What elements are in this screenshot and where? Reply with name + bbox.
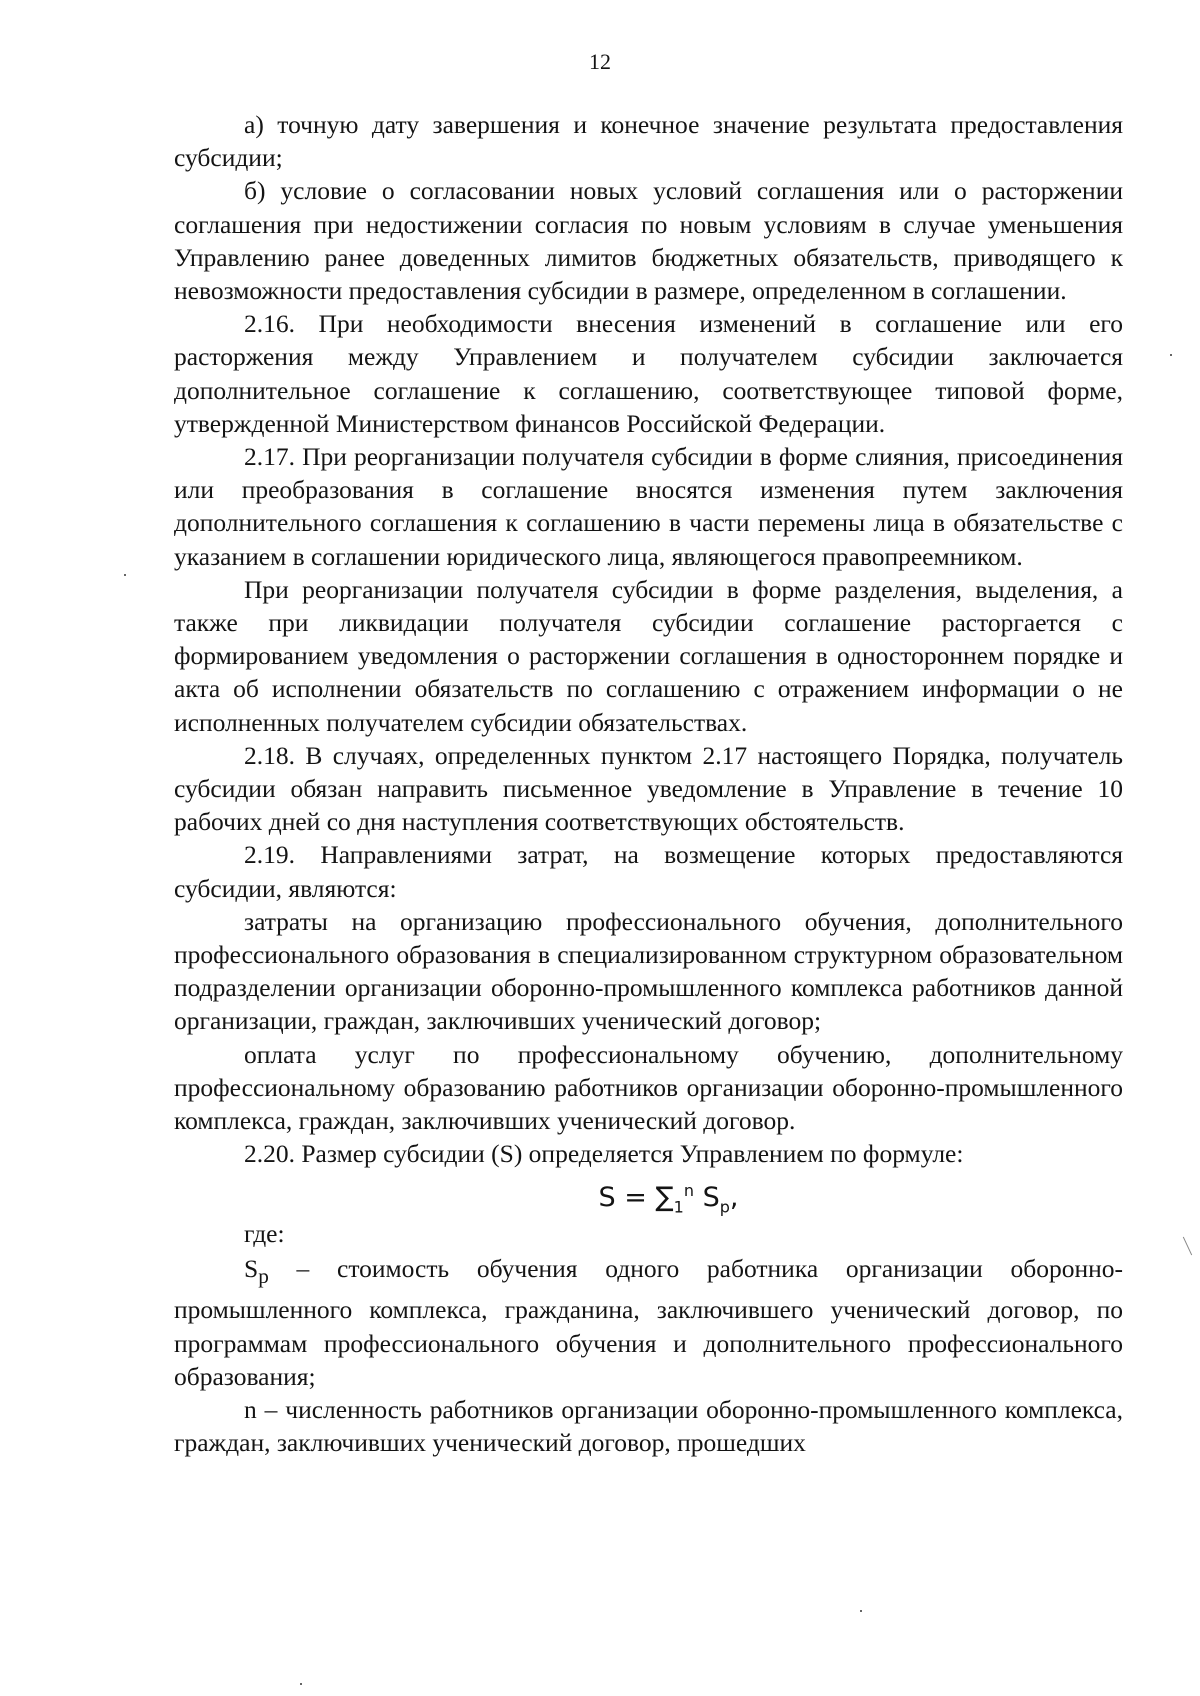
formula-term: S [693,1181,720,1213]
definition-sp [174,1252,1123,1393]
paragraph: 2.17. При реорганизации получателя субсидии в форме слияния, присоединения или преобразования в соглашение вносятся изменения путем заключения дополнительного соглашения к соглашению в части перемены лица в обязательстве с указанием в соглашении юридического лица, являющегося правопреемником. [174,442,1123,571]
paragraph: 2.19. Направлениями затрат, на возмещение которых предоставляются субсидии, являются: [174,840,1123,903]
scan-mark [1183,1237,1192,1256]
document-body [174,108,1123,1459]
paragraph: а) точную дату завершения и конечное значение результата предоставления субсидии; [174,110,1123,173]
scan-speck [300,1683,302,1685]
formula-lhs: S [598,1181,616,1213]
definition-symbol: S [244,1254,259,1284]
paragraph: 2.20. Размер субсидии (S) определяется Управлением по формуле: [244,1139,964,1169]
paragraph: б) условие о согласовании новых условий соглашения или о расторжении соглашения при недостижении согласия по новым условиям в случае уменьшения Управлению ранее доведенных лимитов бюджетных обязательств, приводящего к невозможности предоставления субсидии в размере, определенном в соглашении. [174,176,1123,306]
definition-text: – стоимость обучения одного работника организации оборонно-промышленного комплекса, гражданина, заключившего ученический договор, по программам профессионального обучения и дополнительного профессионального образования; [174,1254,1123,1391]
paragraph: оплата услуг по профессиональному обучению, дополнительному профессиональному образованию работников организации оборонно-промышленного комплекса, граждан, заключивших ученический договор. [174,1039,1123,1136]
page-number: 12 [589,49,611,74]
scan-speck [1170,354,1172,356]
where-label: где: [244,1218,285,1248]
formula-tail: , [729,1181,739,1213]
definition-n [174,1393,1123,1459]
paragraph: При реорганизации получателя субсидии в форме разделения, выделения, а также при ликвидации получателя субсидии соглашение расторгается с формированием уведомления о расторжении соглашения в одностороннем порядке и акта об исполнении обязательств по соглашению с отражением информации о не исполненных получателем субсидии обязательствах. [174,574,1123,737]
paragraph: затраты на организацию профессионального обучения, дополнительного профессионального образования в специализированном структурном образовательном подразделении организации оборонно-промышленного комплекса работников данной организации, граждан, заключивших ученический договор; [174,906,1123,1036]
scan-speck [124,574,126,576]
scan-speck [860,1610,862,1612]
paragraph: 2.16. При необходимости внесения изменений в соглашение или его расторжения между Управлением и получателем субсидии заключается дополнительное соглашение к соглашению, соответствующее типовой форме, утвержденной Министерством финансов Российской Федерации. [174,309,1123,438]
paragraph: 2.18. В случаях, определенных пунктом 2.17 настоящего Порядка, получатель субсидии обязан направить письменное уведомление в Управление в течение 10 рабочих дней со дня наступления соответствующих обстоятельств. [174,740,1123,837]
formula-sum: = ∑ [615,1181,674,1213]
definition-symbol: n [244,1395,257,1424]
definition-text: – численность работников организации оборонно-промышленного комплекса, граждан, заключивших ученический договор, прошедших [174,1395,1123,1458]
formula-sum-upper: n [683,1180,694,1200]
formula-term-index: p [719,1196,730,1216]
definition-symbol-index: p [258,1264,269,1289]
formula-sum-lower: 1 [673,1196,684,1216]
subsidy-formula [174,1175,1123,1223]
